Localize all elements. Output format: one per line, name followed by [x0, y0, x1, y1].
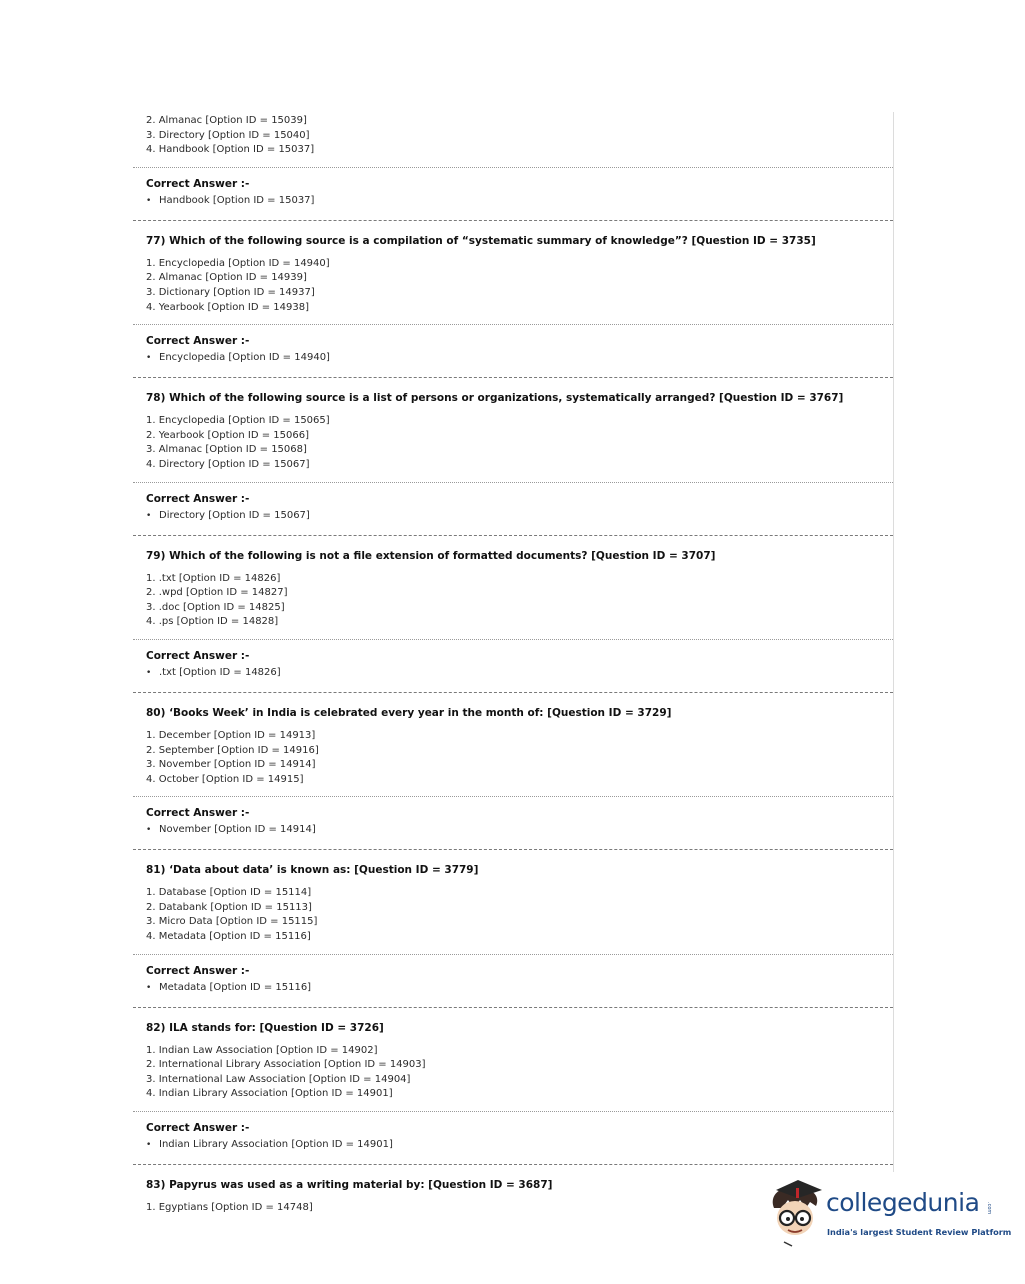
- option-item: 3. Almanac [Option ID = 15068]: [146, 444, 307, 456]
- bullet-icon: •: [146, 353, 152, 364]
- question-title: 80) ‘Books Week’ in India is celebrated every year in the month of: [Question ID = 3729]: [146, 706, 672, 719]
- option-item: 3. International Law Association [Option ID = 14904]: [146, 1073, 411, 1085]
- answer-text: Handbook [Option ID = 15037]: [159, 194, 315, 206]
- answer-text: Metadata [Option ID = 15116]: [159, 981, 312, 993]
- option-item: 1. Encyclopedia [Option ID = 15065]: [146, 415, 330, 427]
- option-item: 2. Databank [Option ID = 15113]: [146, 901, 312, 913]
- answer-text: Directory [Option ID = 15067]: [159, 509, 310, 521]
- answer-section: [133, 1111, 893, 1158]
- bullet-icon: •: [146, 1140, 152, 1151]
- answer-label: Correct Answer :-: [146, 492, 250, 505]
- brand-name: collegedunia: [826, 1188, 980, 1217]
- question-block: [133, 849, 893, 1000]
- bullet-icon: •: [146, 825, 152, 836]
- answer-section: [133, 482, 893, 529]
- question-block: [133, 377, 893, 528]
- question-block: [133, 220, 893, 371]
- answer-label: Correct Answer :-: [146, 177, 250, 190]
- answer-item: [146, 194, 880, 208]
- answer-text: Encyclopedia [Option ID = 14940]: [159, 352, 330, 364]
- option-item: 2. Yearbook [Option ID = 15066]: [146, 429, 309, 441]
- question-block: [133, 692, 893, 843]
- answer-item: [146, 1138, 880, 1152]
- option-item: 2. Almanac [Option ID = 14939]: [146, 272, 307, 284]
- question-title: 77) Which of the following source is a compilation of “systematic summary of knowledge”? [Question ID = 3735]: [146, 234, 816, 247]
- option-item: 4. Indian Library Association [Option ID = 14901]: [146, 1088, 393, 1100]
- option-item: 4. Yearbook [Option ID = 14938]: [146, 301, 309, 313]
- answer-text: .txt [Option ID = 14826]: [159, 666, 281, 678]
- answer-text: November [Option ID = 14914]: [159, 824, 316, 836]
- option-item: 3. Micro Data [Option ID = 15115]: [146, 916, 318, 928]
- answer-section: [133, 324, 893, 371]
- option-item: 1. December [Option ID = 14913]: [146, 729, 316, 741]
- option-item: 2. September [Option ID = 14916]: [146, 744, 319, 756]
- option-item: 2. Almanac [Option ID = 15039]: [146, 115, 307, 126]
- question-title: 78) Which of the following source is a list of persons or organizations, systematically arranged? [Question ID = 3767]: [146, 392, 844, 405]
- answer-section: [133, 167, 893, 214]
- question-title: 81) ‘Data about data’ is known as: [Question ID = 3779]: [146, 864, 479, 877]
- option-item: 3. Directory [Option ID = 15040]: [146, 129, 310, 141]
- bullet-icon: •: [146, 510, 152, 521]
- answer-label: Correct Answer :-: [146, 335, 250, 348]
- answer-item: [146, 509, 880, 523]
- option-item: 4. Directory [Option ID = 15067]: [146, 458, 310, 470]
- brand-tagline: India's largest Student Review Platform: [827, 1227, 1012, 1237]
- option-item: 4. Handbook [Option ID = 15037]: [146, 144, 315, 156]
- answer-item: [146, 666, 880, 680]
- answer-label: Correct Answer :-: [146, 807, 250, 820]
- option-item: 4. October [Option ID = 14915]: [146, 773, 304, 785]
- question-block: [133, 1007, 893, 1158]
- answer-item: [146, 823, 880, 837]
- bullet-icon: •: [146, 667, 152, 678]
- collegedunia-logo: [766, 1178, 1012, 1250]
- question-title: 82) ILA stands for: [Question ID = 3726]: [146, 1021, 384, 1034]
- option-item: 3. Dictionary [Option ID = 14937]: [146, 286, 315, 298]
- option-item: 1. Egyptians [Option ID = 14748]: [146, 1202, 313, 1214]
- option-item: 1. Indian Law Association [Option ID = 14902]: [146, 1044, 378, 1056]
- option-item: 1. Encyclopedia [Option ID = 14940]: [146, 257, 330, 269]
- option-item: 3. .doc [Option ID = 14825]: [146, 601, 285, 613]
- option-item: 4. Metadata [Option ID = 15116]: [146, 931, 311, 943]
- answer-label: Correct Answer :-: [146, 649, 250, 662]
- answer-section: [133, 639, 893, 686]
- bullet-icon: •: [146, 195, 152, 206]
- option-item: 2. .wpd [Option ID = 14827]: [146, 587, 288, 599]
- option-item: 1. Database [Option ID = 15114]: [146, 887, 312, 899]
- answer-label: Correct Answer :-: [146, 1122, 250, 1135]
- answer-item: [146, 351, 880, 365]
- brand-suffix: .com: [986, 1202, 992, 1215]
- q76-options: [133, 112, 893, 158]
- question-title: 83) Papyrus was used as a writing material by: [Question ID = 3687]: [146, 1179, 553, 1192]
- answer-section: [133, 796, 893, 843]
- option-item: 2. International Library Association [Option ID = 14903]: [146, 1059, 426, 1071]
- question-title: 79) Which of the following is not a file extension of formatted documents? [Question ID = 3707]: [146, 549, 716, 562]
- question-paper: [133, 112, 894, 1214]
- answer-section: [133, 954, 893, 1001]
- option-item: 3. November [Option ID = 14914]: [146, 759, 316, 771]
- mascot-icon: [766, 1178, 826, 1250]
- bullet-icon: •: [146, 982, 152, 993]
- answer-label: Correct Answer :-: [146, 964, 250, 977]
- answer-text: Indian Library Association [Option ID = 14901]: [159, 1139, 393, 1151]
- option-item: 1. .txt [Option ID = 14826]: [146, 572, 281, 584]
- option-item: 4. .ps [Option ID = 14828]: [146, 616, 279, 628]
- answer-item: [146, 981, 880, 995]
- question-block: [133, 535, 893, 686]
